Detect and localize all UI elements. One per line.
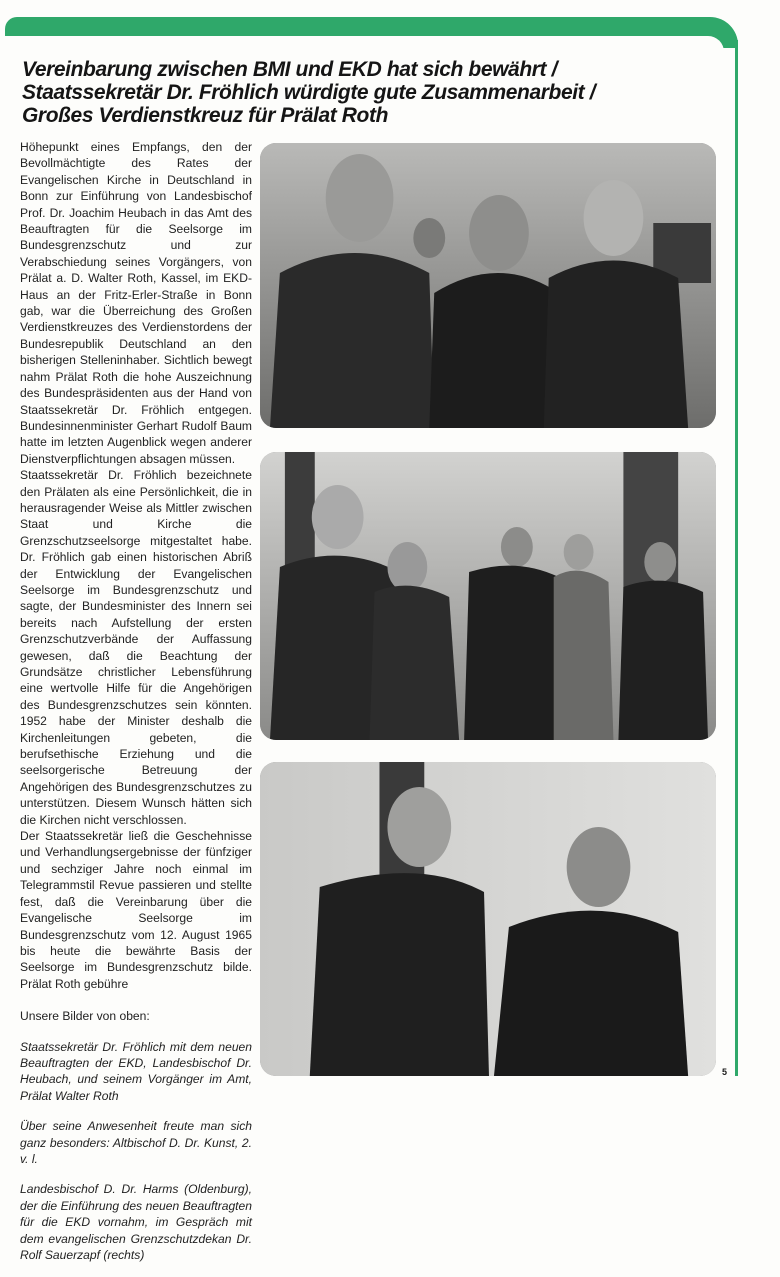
headline-line: Staatssekretär Dr. Fröhlich würdigte gute Zusammenarbeit /	[22, 81, 596, 104]
photo-1-reception	[260, 143, 716, 428]
headline-line: Vereinbarung zwischen BMI und EKD hat sich bewährt /	[22, 58, 558, 81]
photo-captions	[20, 1008, 252, 1263]
green-margin-rule	[735, 40, 738, 1076]
article-body	[20, 139, 252, 992]
headline-line: Großes Verdienstkreuz für Prälat Roth	[22, 104, 389, 127]
page-number: 5	[722, 1067, 728, 1077]
photo-3-conversation	[260, 762, 716, 1076]
photo-2-guests	[260, 452, 716, 740]
paragraph: Höhepunkt eines Empfangs, den der Bevollmächtigte des Rates der Evangelischen Kirche in Deutschland in Bonn zur Einführung von Landesbischof Prof. Dr. Joachim Heubach in das Amt des Beauftragten für die Seelsorge im Bundesgrenzschutz und zur Verabschiedung seines Vorgängers, von Prälat a. D. Walter Roth, Kassel, im EKD-Haus an der Fritz-Erler-Straße in Bonn gab, war die Überreichung des Großen Verdienstkreuzes des Verdienstordens der Bundesrepublik Deutschland an den bisherigen Stelleninhaber. Sichtlich bewegt nahm Prälat Roth die hohe Auszeichnung des Bundespräsidenten aus der Hand von Staatssekretär Dr. Fröhlich entgegen. Bundesinnenminister Gerhart Rudolf Baum hatte im letzten Augenblick wegen anderer Dienstverpflichtungen absagen müssen.	[20, 140, 252, 466]
caption-photo-1: Staatssekretär Dr. Fröhlich mit dem neuen Beauftragten der EKD, Landesbischof Dr. Heubach, und seinem Vorgänger im Amt, Prälat Walter Roth	[20, 1039, 252, 1103]
article-headline	[22, 58, 727, 127]
captions-intro: Unsere Bilder von oben:	[20, 1009, 150, 1024]
text-column	[20, 139, 252, 1277]
paragraph: Der Staatssekretär ließ die Geschehnisse und Verhandlungsergebnisse der fünfziger und sechziger Jahre noch einmal im Telegrammstil Revue passieren und stellte fest, daß die Vereinbarung über die Evangelische Seelsorge im Bundesgrenzschutz vom 12. August 1965 bis heute die bewährte Basis der Seelsorge im Bundesgrenzschutz bilde. Prälat Roth gebühre	[20, 829, 252, 991]
caption-photo-2: Über seine Anwesenheit freute man sich ganz besonders: Altbischof D. Dr. Kunst, 2. v. l.	[20, 1119, 252, 1166]
paragraph: Staatssekretär Dr. Fröhlich bezeichnete den Prälaten als eine Persönlichkeit, die in herausragender Weise als Mittler zwischen Staat und Kirche die Grenzschutzseelsorge mitgestaltet habe. Dr. Fröhlich gab einen historischen Abriß der Entwicklung der Evangelischen Seelsorge im Bundesgrenzschutz und sagte, der Bundesminister des Innern sei bereits nach Aufstellung der ersten Grenzschutzverbände der Auffassung gewesen, daß die Beachtung der Grundsätze christlicher Lebensführung eine wertvolle Hilfe für die Angehörigen des Bundesgrenzschutzes sein könnten. 1952 habe der Minister deshalb die Kirchenleitungen gebeten, die berufsethische Erziehung und die seelsorgerische Betreuung der Angehörigen des Bundesgrenzschutzes zu unterstützen. Diesem Wunsch hätten sich die Kirchen nicht verschlossen.	[20, 468, 252, 827]
caption-photo-3: Landesbischof D. Dr. Harms (Oldenburg), der die Einführung des neuen Beauftragten für die EKD vornahm, im Gespräch mit dem evangelischen Grenzschutzdekan Dr. Rolf Sauerzapf (rechts)	[20, 1182, 252, 1262]
